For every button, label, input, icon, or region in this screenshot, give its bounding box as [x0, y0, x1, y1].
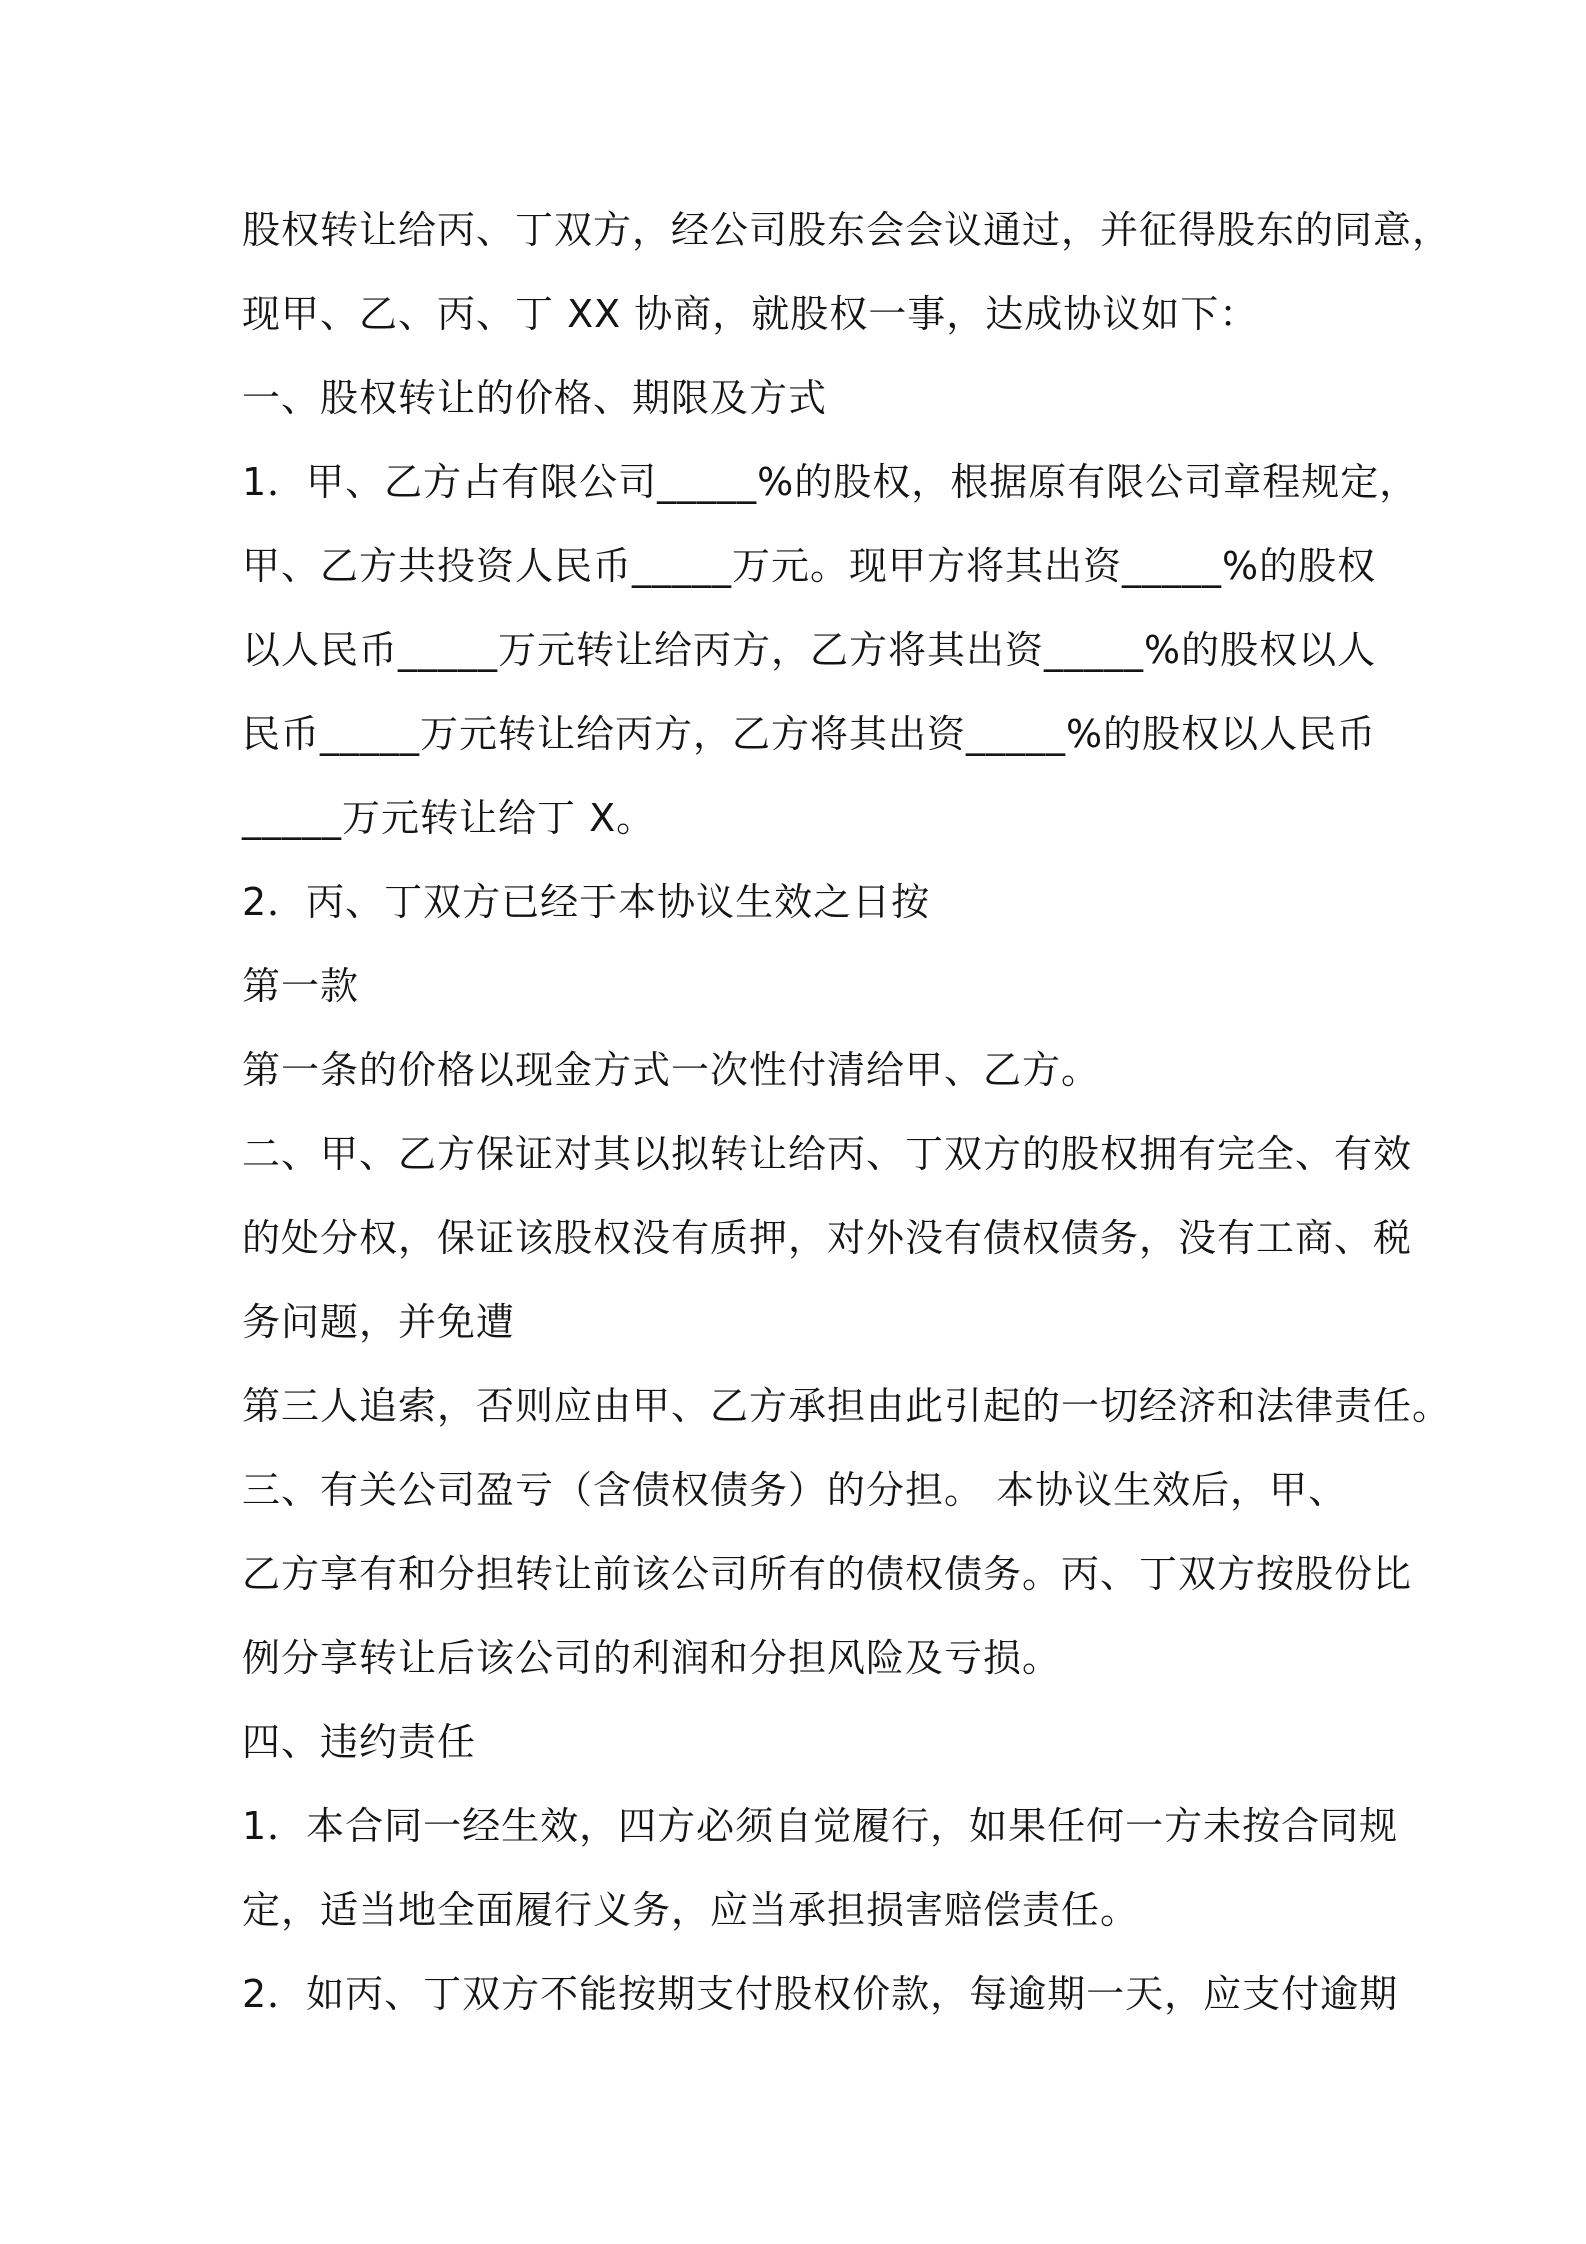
text-line: 现甲、乙、丙、丁 XX 协商，就股权一事，达成协议如下：	[242, 292, 1259, 336]
text-line: 民币_____万元转让给丙方，乙方将其出资_____%的股权以人民币	[242, 712, 1377, 756]
text-line: 以人民币_____万元转让给丙方，乙方将其出资_____%的股权以人	[242, 628, 1377, 672]
section-heading: 一、股权转让的价格、期限及方式	[242, 376, 828, 420]
text-line: 2．丙、丁双方已经于本协议生效之日按	[242, 880, 931, 924]
text-line: 乙方享有和分担转让前该公司所有的债权债务。丙、丁双方按股份比	[242, 1552, 1413, 1596]
text-line: 例分享转让后该公司的利润和分担风险及亏损。	[242, 1636, 1062, 1680]
text-line: 第三人追索，否则应由甲、乙方承担由此引起的一切经济和法律责任。	[242, 1384, 1452, 1428]
text-line: 2．如丙、丁双方不能按期支付股权价款，每逾期一天，应支付逾期	[242, 1972, 1399, 2016]
section-heading: 四、违约责任	[242, 1720, 477, 1764]
text-line: 甲、乙方共投资人民币_____万元。现甲方将其出资_____%的股权	[242, 544, 1377, 588]
text-line: 第一条的价格以现金方式一次性付清给甲、乙方。	[242, 1048, 1101, 1092]
text-line: 务问题，并免遭	[242, 1300, 516, 1344]
text-line: 股权转让给丙、丁双方，经公司股东会会议通过，并征得股东的同意，	[242, 208, 1452, 252]
section-heading: 二、甲、乙方保证对其以拟转让给丙、丁双方的股权拥有完全、有效	[242, 1132, 1413, 1176]
section-heading: 三、有关公司盈亏（含债权债务）的分担。 本协议生效后，甲、	[242, 1468, 1348, 1512]
text-line: 的处分权，保证该股权没有质押，对外没有债权债务，没有工商、税	[242, 1216, 1413, 1260]
text-line: 1．甲、乙方占有限公司_____%的股权，根据原有限公司章程规定，	[242, 460, 1419, 504]
text-line: _____万元转让给丁 X。	[242, 796, 656, 840]
text-line: 定，适当地全面履行义务，应当承担损害赔偿责任。	[242, 1888, 1140, 1932]
text-line: 第一款	[242, 964, 360, 1008]
text-line: 1．本合同一经生效，四方必须自觉履行，如果任何一方未按合同规	[242, 1804, 1399, 1848]
